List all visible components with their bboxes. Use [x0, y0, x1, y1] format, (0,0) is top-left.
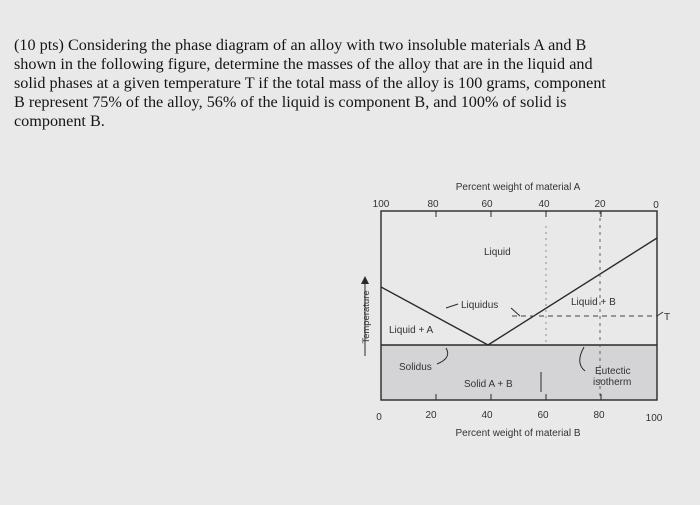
problem-line-3: solid phases at a given temperature T if the total mass of the alloy is 100 grams, component	[14, 74, 606, 92]
top-tick-0: 0	[653, 200, 659, 211]
bottom-axis-title: Percent weight of material B	[455, 428, 581, 439]
temperature-axis-label: Temperature	[361, 290, 372, 344]
bottom-tick-80: 80	[593, 410, 605, 421]
label-solid-ab: Solid A + B	[464, 379, 513, 390]
problem-line-4: B represent 75% of the alloy, 56% of the liquid is component B, and 100% of solid is	[14, 93, 567, 111]
liquidus-arrow	[511, 308, 520, 316]
temperature-axis-arrow-head	[361, 276, 369, 284]
liquidus-line-b	[488, 238, 657, 345]
bottom-tick-60: 60	[537, 410, 549, 421]
bottom-tick-0: 0	[376, 412, 382, 423]
label-isotherm: isotherm	[593, 377, 632, 388]
liquidus-line-a	[381, 287, 488, 345]
label-eutectic: Eutectic	[595, 366, 631, 377]
label-liquidus: Liquidus	[461, 300, 499, 311]
label-t-marker: T	[664, 312, 671, 323]
label-liquid-b: Liquid + B	[571, 297, 616, 308]
label-liquid: Liquid	[484, 247, 511, 258]
top-tick-80: 80	[427, 199, 439, 210]
label-liquid-a: Liquid + A	[389, 325, 434, 336]
top-axis-title: Percent weight of material A	[455, 182, 581, 193]
bottom-tick-20: 20	[425, 410, 437, 421]
t-marker-stroke	[657, 312, 663, 316]
problem-line-1: (10 pts) Considering the phase diagram of an alloy with two insoluble materials A and B	[14, 36, 587, 54]
top-tick-40: 40	[538, 199, 550, 210]
top-tick-100: 100	[372, 199, 390, 210]
problem-line-2: shown in the following figure, determine the masses of the alloy that are in the liquid and	[14, 55, 593, 73]
bottom-tick-100: 100	[645, 413, 663, 424]
liquidus-pointer	[446, 304, 458, 308]
label-solidus: Solidus	[399, 362, 432, 373]
top-tick-20: 20	[594, 199, 606, 210]
top-tick-marks	[436, 211, 601, 217]
bottom-tick-40: 40	[481, 410, 493, 421]
top-tick-60: 60	[481, 199, 493, 210]
problem-line-5: component B.	[14, 112, 105, 130]
